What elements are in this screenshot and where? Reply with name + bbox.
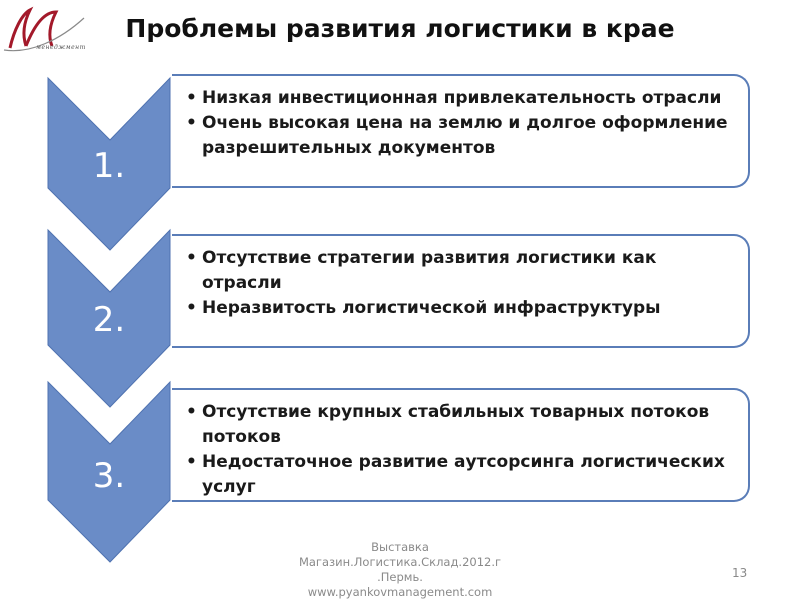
logo-text: менеджмент (36, 44, 86, 51)
step-1-bullet-1: • Низкая инвестиционная привлекательность отрасли (184, 86, 736, 111)
step-box-2 (172, 234, 750, 348)
slide-footer (250, 540, 550, 600)
step-box-1 (172, 74, 750, 188)
footer-line-2: Магазин.Логистика.Склад.2012.г (298, 555, 502, 569)
step-number-2: 2. (92, 300, 126, 340)
step-1-bullet-2: • Очень высокая цена на землю и долгое оформление разрешительных документов (184, 111, 736, 161)
step-box-3 (172, 388, 750, 502)
footer-line-3: .Пермь. (377, 570, 423, 584)
step-3-bullet-1: • Отсутствие крупных стабильных товарных потоков потоков (184, 400, 736, 450)
step-2-bullet-1: • Отсутствие стратегии развития логистики как отрасли (184, 246, 736, 296)
page-number: 13 (732, 566, 748, 580)
step-3-bullet-2: • Недостаточное развитие аутсорсинга логистических услуг (184, 450, 736, 500)
footer-website-link[interactable]: www.pyankovmanagement.com (307, 585, 493, 599)
step-number-3: 3. (92, 456, 126, 496)
step-2-bullet-2: • Неразвитость логистической инфраструктуры (184, 296, 736, 321)
footer-line-1: Выставка (371, 540, 429, 554)
slide-title: Проблемы развития логистики в крае (125, 14, 675, 43)
step-number-1: 1. (92, 146, 126, 186)
